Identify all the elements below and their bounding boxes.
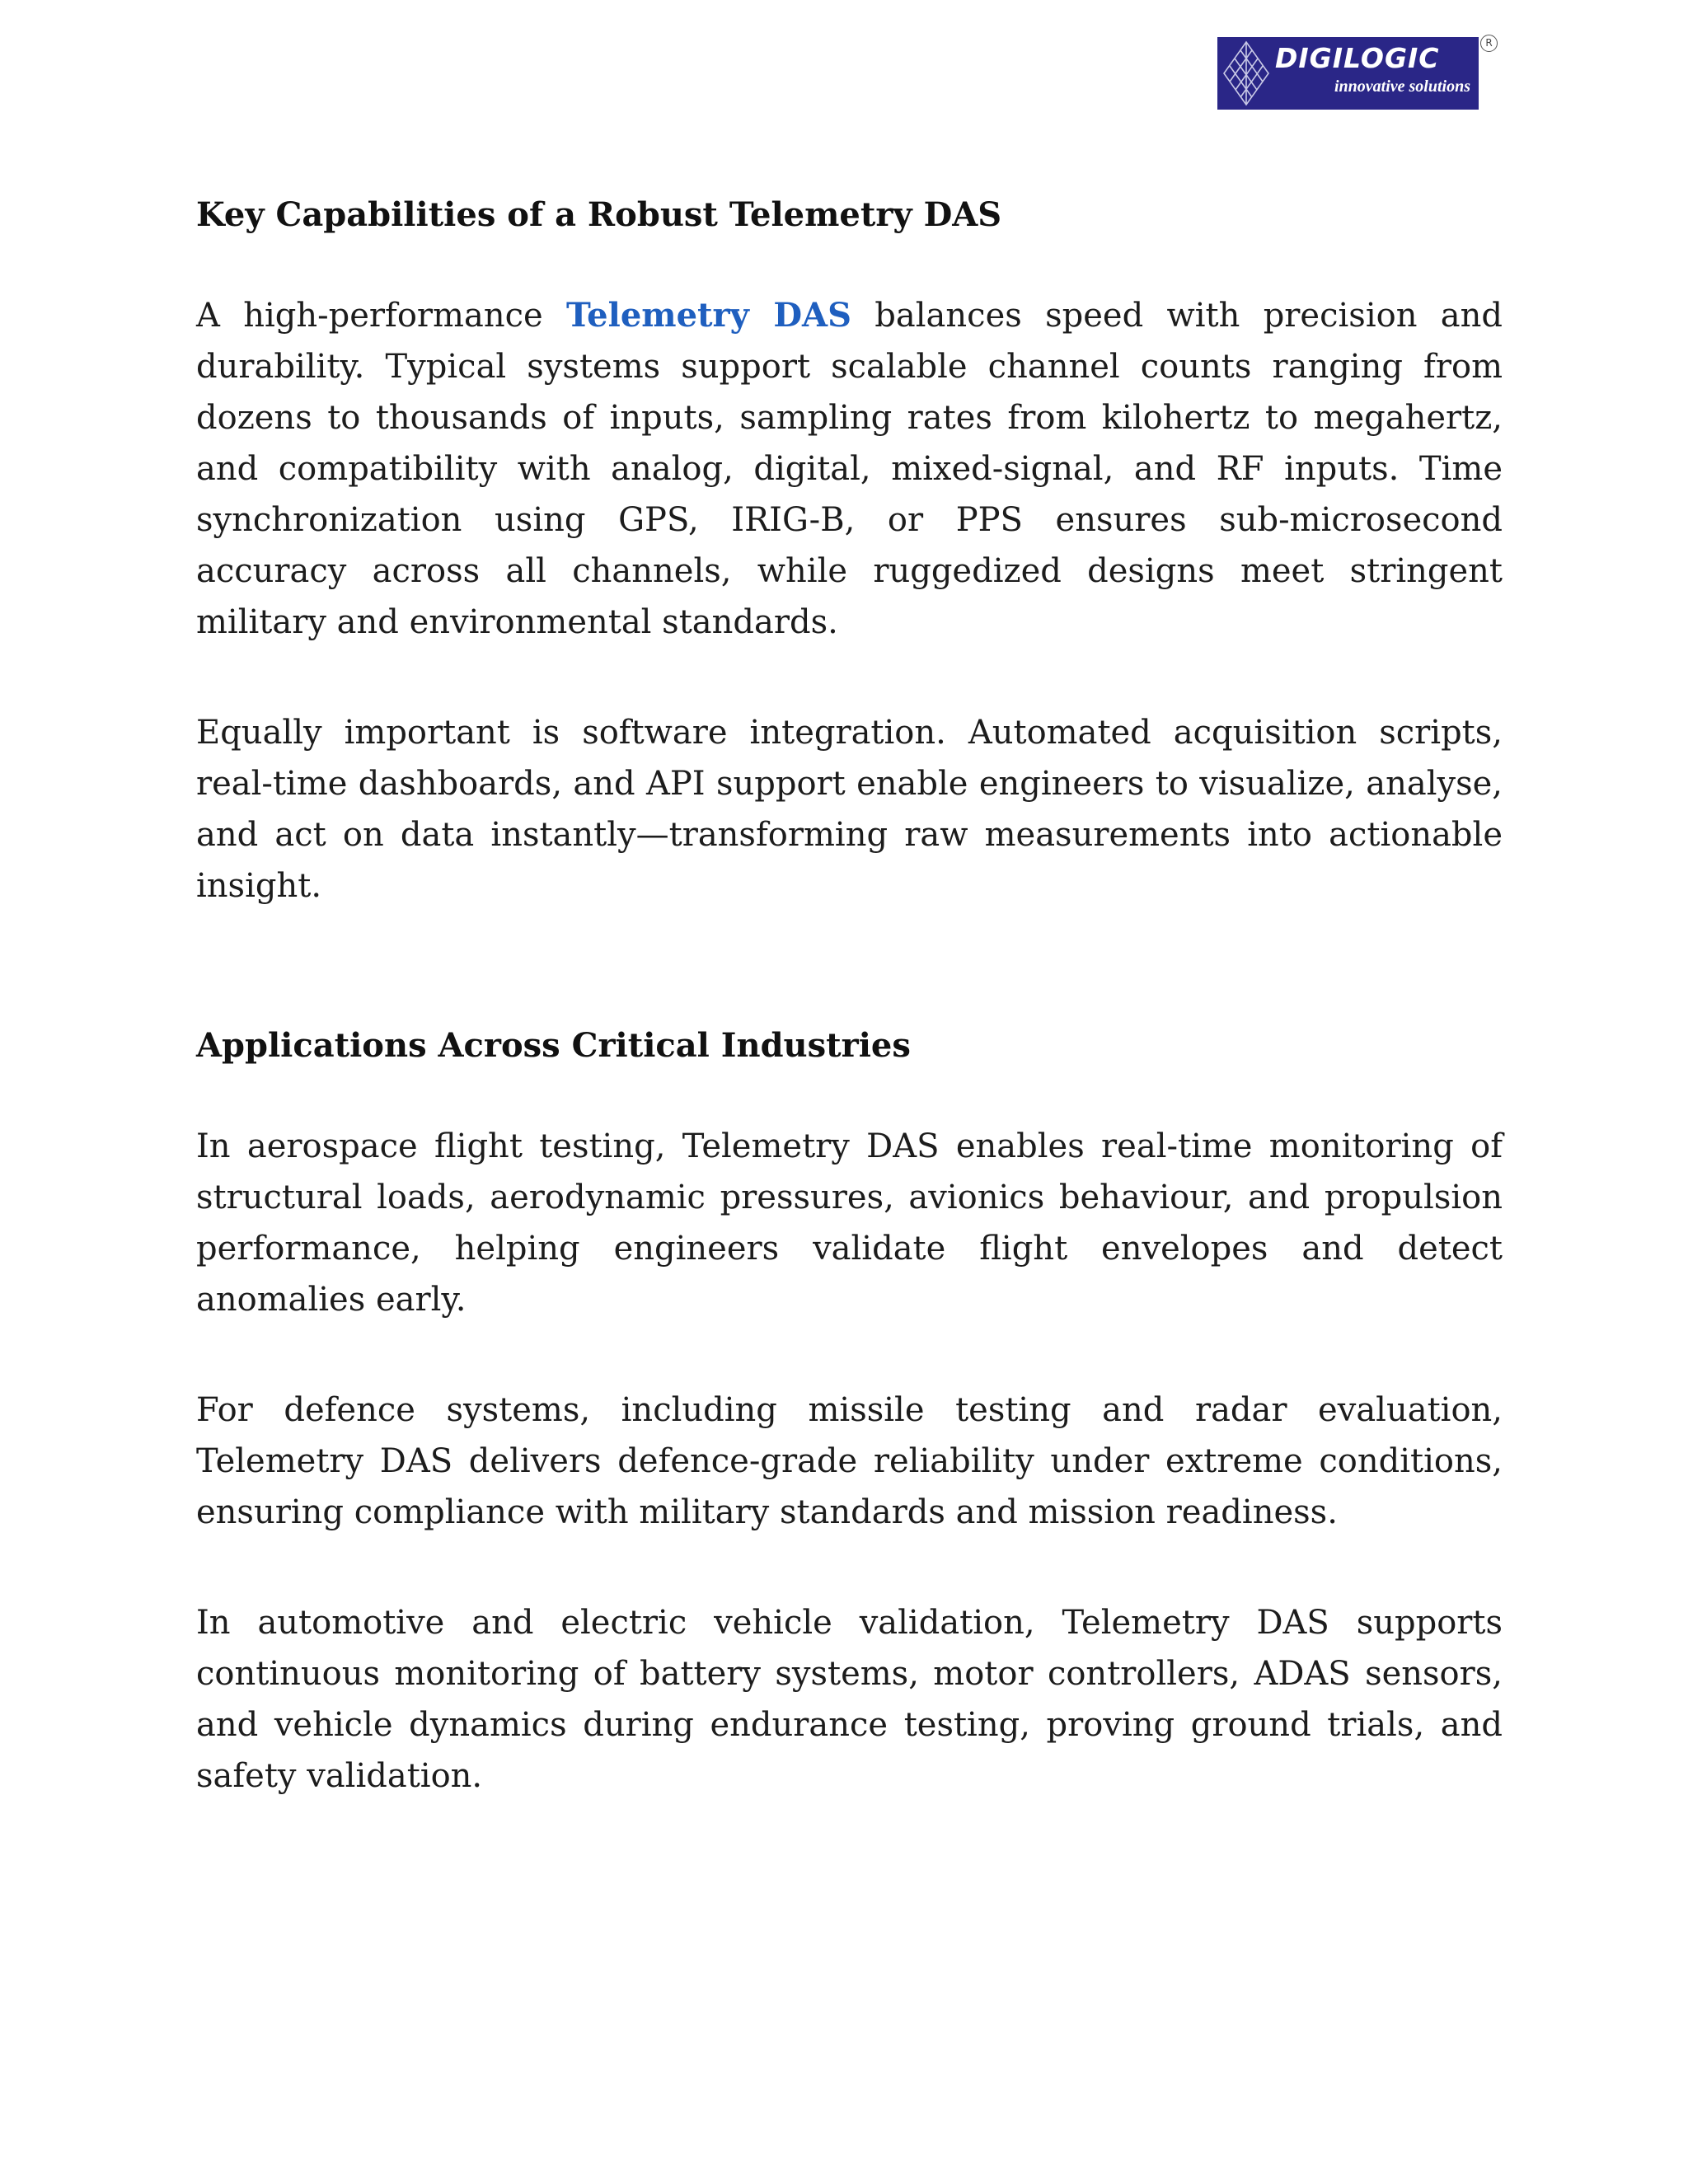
paragraph-defence: For defence systems, including missile testing and radar evaluation, Telemetry DAS delivers defence-grade reliability under extreme conditions, ensuring compliance with military standards and mission readiness. bbox=[196, 1391, 1503, 1531]
section-heading-applications: Applications Across Critical Industries bbox=[196, 1026, 911, 1065]
text-run: balances speed with precision and durability. Typical systems support scalable channel counts ranging from dozens to thousands of inputs, sampling rates from kilohertz to megahertz, and compatibility with analog, digital, mixed-signal, and RF inputs. Time synchronization using GPS, IRIG-B, or PPS ensures sub-microsecond accuracy across all channels, while ruggedized designs meet stringent military and environmental standards. bbox=[196, 297, 1503, 641]
paragraph-capabilities-1 bbox=[196, 290, 1503, 648]
document-body bbox=[196, 190, 1503, 1802]
registered-mark: R bbox=[1480, 35, 1498, 52]
telemetry-das-link[interactable]: Telemetry DAS bbox=[566, 296, 851, 335]
paragraph-aerospace: In aerospace flight testing, Telemetry DAS enables real-time monitoring of structural loads, aerodynamic pressures, avionics behaviour, and propulsion performance, helping engineers validate flight envelopes and detect anomalies early. bbox=[196, 1127, 1503, 1319]
digilogic-logo bbox=[1217, 37, 1479, 110]
text-run: A high-performance bbox=[196, 297, 566, 335]
logo-wordmark: DIGILOGIC bbox=[1275, 42, 1440, 74]
section-heading-capabilities: Key Capabilities of a Robust Telemetry DAS bbox=[196, 195, 1002, 234]
logo-tagline: innovative solutions bbox=[1334, 77, 1470, 96]
paragraph-automotive: In automotive and electric vehicle validation, Telemetry DAS supports continuous monitoring of battery systems, motor controllers, ADAS sensors, and vehicle dynamics during endurance testing, proving ground trials, and safety validation. bbox=[196, 1604, 1503, 1795]
paragraph-capabilities-2: Equally important is software integration. Automated acquisition scripts, real-time dashboards, and API support enable engineers to visualize, analyse, and act on data instantly—transforming raw measurements into actionable insight. bbox=[196, 714, 1503, 905]
mesh-globe-icon bbox=[1221, 39, 1272, 108]
